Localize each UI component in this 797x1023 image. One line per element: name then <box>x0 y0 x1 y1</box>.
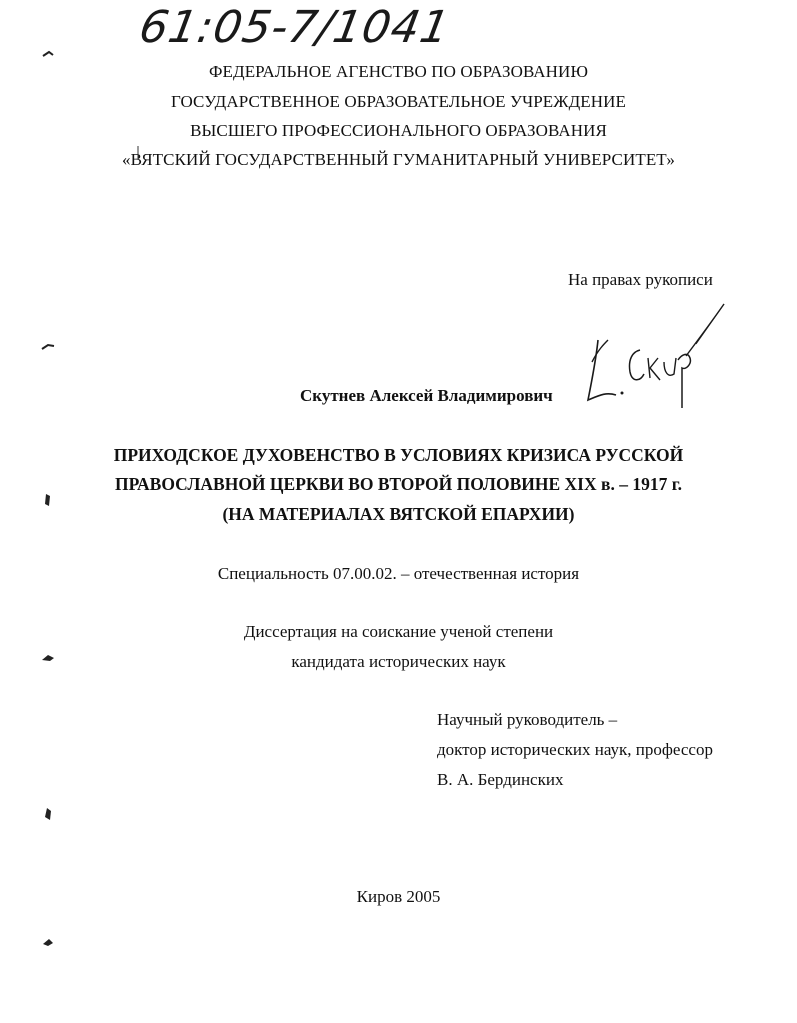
binding-hole-mark <box>40 934 56 950</box>
specialty: Специальность 07.00.02. – отечественная история <box>217 564 580 583</box>
header-education-level: ВЫСШЕГО ПРОФЕССИОНАЛЬНОГО ОБРАЗОВАНИЯ <box>190 121 607 140</box>
author-name: Скутнев Алексей Владимирович <box>300 386 553 405</box>
header-institution-type: ГОСУДАРСТВЕННОЕ ОБРАЗОВАТЕЛЬНОЕ УЧРЕЖДЕНИЕ <box>170 92 627 111</box>
advisor-degree: доктор исторических наук, профессор <box>437 740 713 759</box>
binding-hole-mark <box>40 650 56 666</box>
binding-hole-mark <box>40 492 56 508</box>
title-line-1: ПРИХОДСКОЕ ДУХОВЕНСТВО В УСЛОВИЯХ КРИЗИСА РУССКОЙ <box>113 445 684 465</box>
manuscript-note: На правах рукописи <box>568 270 713 289</box>
binding-hole-mark <box>40 806 56 822</box>
binding-hole-mark <box>40 338 56 354</box>
binding-hole-mark <box>134 146 142 160</box>
header-university-name: «ВЯТСКИЙ ГОСУДАРСТВЕННЫЙ ГУМАНИТАРНЫЙ УНИВЕРСИТЕТ» <box>122 150 675 169</box>
advisor-label: Научный руководитель – <box>437 710 618 729</box>
title-line-2: ПРАВОСЛАВНОЙ ЦЕРКВИ ВО ВТОРОЙ ПОЛОВИНЕ XIX в. – 1917 г. <box>114 474 683 494</box>
degree-line-1: Диссертация на соискание ученой степени <box>243 622 554 641</box>
author-signature <box>578 300 728 410</box>
degree-line-2: кандидата исторических наук <box>291 652 506 671</box>
archive-code-handwritten: 61:05-7/1041 <box>135 2 454 53</box>
binding-hole-mark <box>40 46 56 62</box>
title-line-3: (НА МАТЕРИАЛАХ ВЯТСКОЙ ЕПАРХИИ) <box>222 504 575 524</box>
advisor-name: В. А. Бердинских <box>437 770 564 789</box>
header-agency: ФЕДЕРАЛЬНОЕ АГЕНСТВО ПО ОБРАЗОВАНИЮ <box>208 62 589 81</box>
place-year: Киров 2005 <box>356 887 441 906</box>
